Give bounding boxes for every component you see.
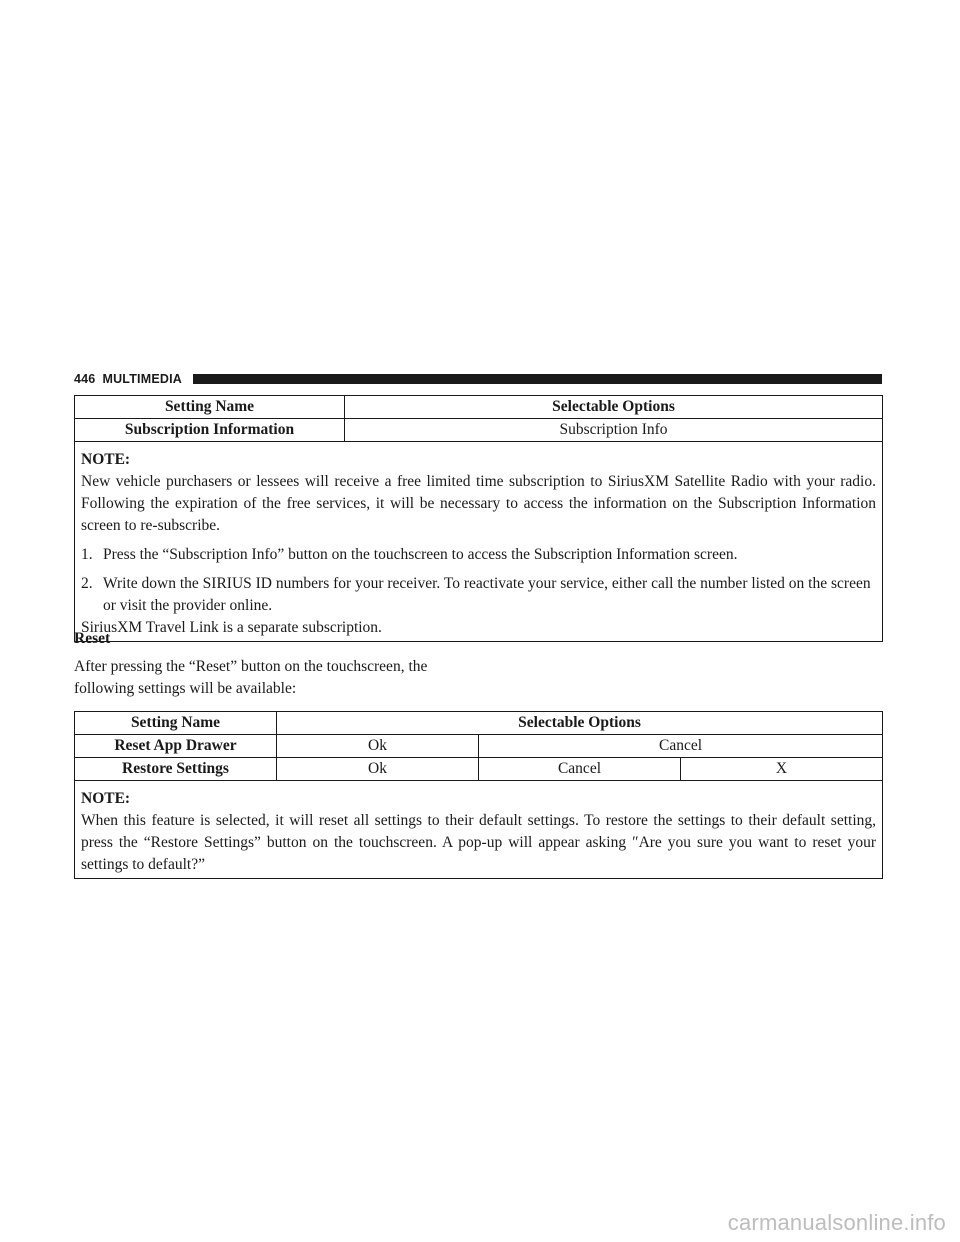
- option-cell: Subscription Info: [345, 419, 883, 442]
- reset-paragraph: After pressing the “Reset” button on the touchscreen, the following settings will be available:: [74, 658, 428, 697]
- reset-heading: Reset: [74, 630, 111, 647]
- page-header: [74, 372, 882, 386]
- option-cell: Ok: [277, 735, 479, 758]
- table-row: [75, 758, 883, 781]
- column-header-selectable-options: Selectable Options: [345, 396, 883, 419]
- option-cell: Ok: [277, 758, 479, 781]
- watermark-text: carmanualsonline.info: [727, 1210, 946, 1235]
- table-row: [75, 419, 883, 442]
- note-cell: [75, 781, 883, 879]
- subscription-settings-table: [74, 395, 883, 642]
- setting-name-cell: Restore Settings: [75, 758, 277, 781]
- step-number: 1.: [81, 546, 93, 563]
- note-row: [75, 781, 883, 879]
- column-header-setting-name: Setting Name: [75, 396, 345, 419]
- option-cell: Cancel: [479, 758, 681, 781]
- note-step: [81, 544, 876, 566]
- header-rule: [193, 374, 882, 384]
- step-text: Write down the SIRIUS ID numbers for your receiver. To reactivate your service, either call the number listed on the screen or visit the provider online.: [103, 575, 871, 614]
- setting-name-cell: Reset App Drawer: [75, 735, 277, 758]
- note-footer: SiriusXM Travel Link is a separate subscription.: [81, 619, 382, 636]
- step-text: Press the “Subscription Info” button on the touchscreen to access the Subscription Information screen.: [103, 546, 738, 563]
- setting-name-cell: Subscription Information: [75, 419, 345, 442]
- step-number: 2.: [81, 575, 93, 592]
- note-text: When this feature is selected, it will reset all settings to their default settings. To restore the settings to their default setting, press the “Restore Settings” button on the touchscreen. A pop-up will appear asking ″Are you sure you want to reset your settings to default?”: [81, 812, 877, 873]
- column-header-setting-name: Setting Name: [75, 712, 277, 735]
- note-row: [75, 442, 883, 642]
- section-title: MULTIMEDIA: [102, 372, 183, 386]
- option-cell: Cancel: [479, 735, 883, 758]
- page-number: 446: [74, 372, 96, 386]
- note-label: NOTE:: [81, 451, 131, 468]
- option-cell: X: [681, 758, 883, 781]
- table-header-row: [75, 396, 883, 419]
- note-text: New vehicle purchasers or lessees will receive a free limited time subscription to SiriusXM Satellite Radio with your radio. Following the expiration of the free services, it will be necessary to access the information on the Subscription Information screen to re-subscribe.: [81, 473, 876, 534]
- note-label: NOTE:: [81, 790, 131, 807]
- column-header-selectable-options: Selectable Options: [277, 712, 883, 735]
- table-row: [75, 735, 883, 758]
- note-step: [81, 573, 876, 617]
- table-header-row: [75, 712, 883, 735]
- reset-settings-table: [74, 711, 883, 879]
- note-cell: [75, 442, 883, 642]
